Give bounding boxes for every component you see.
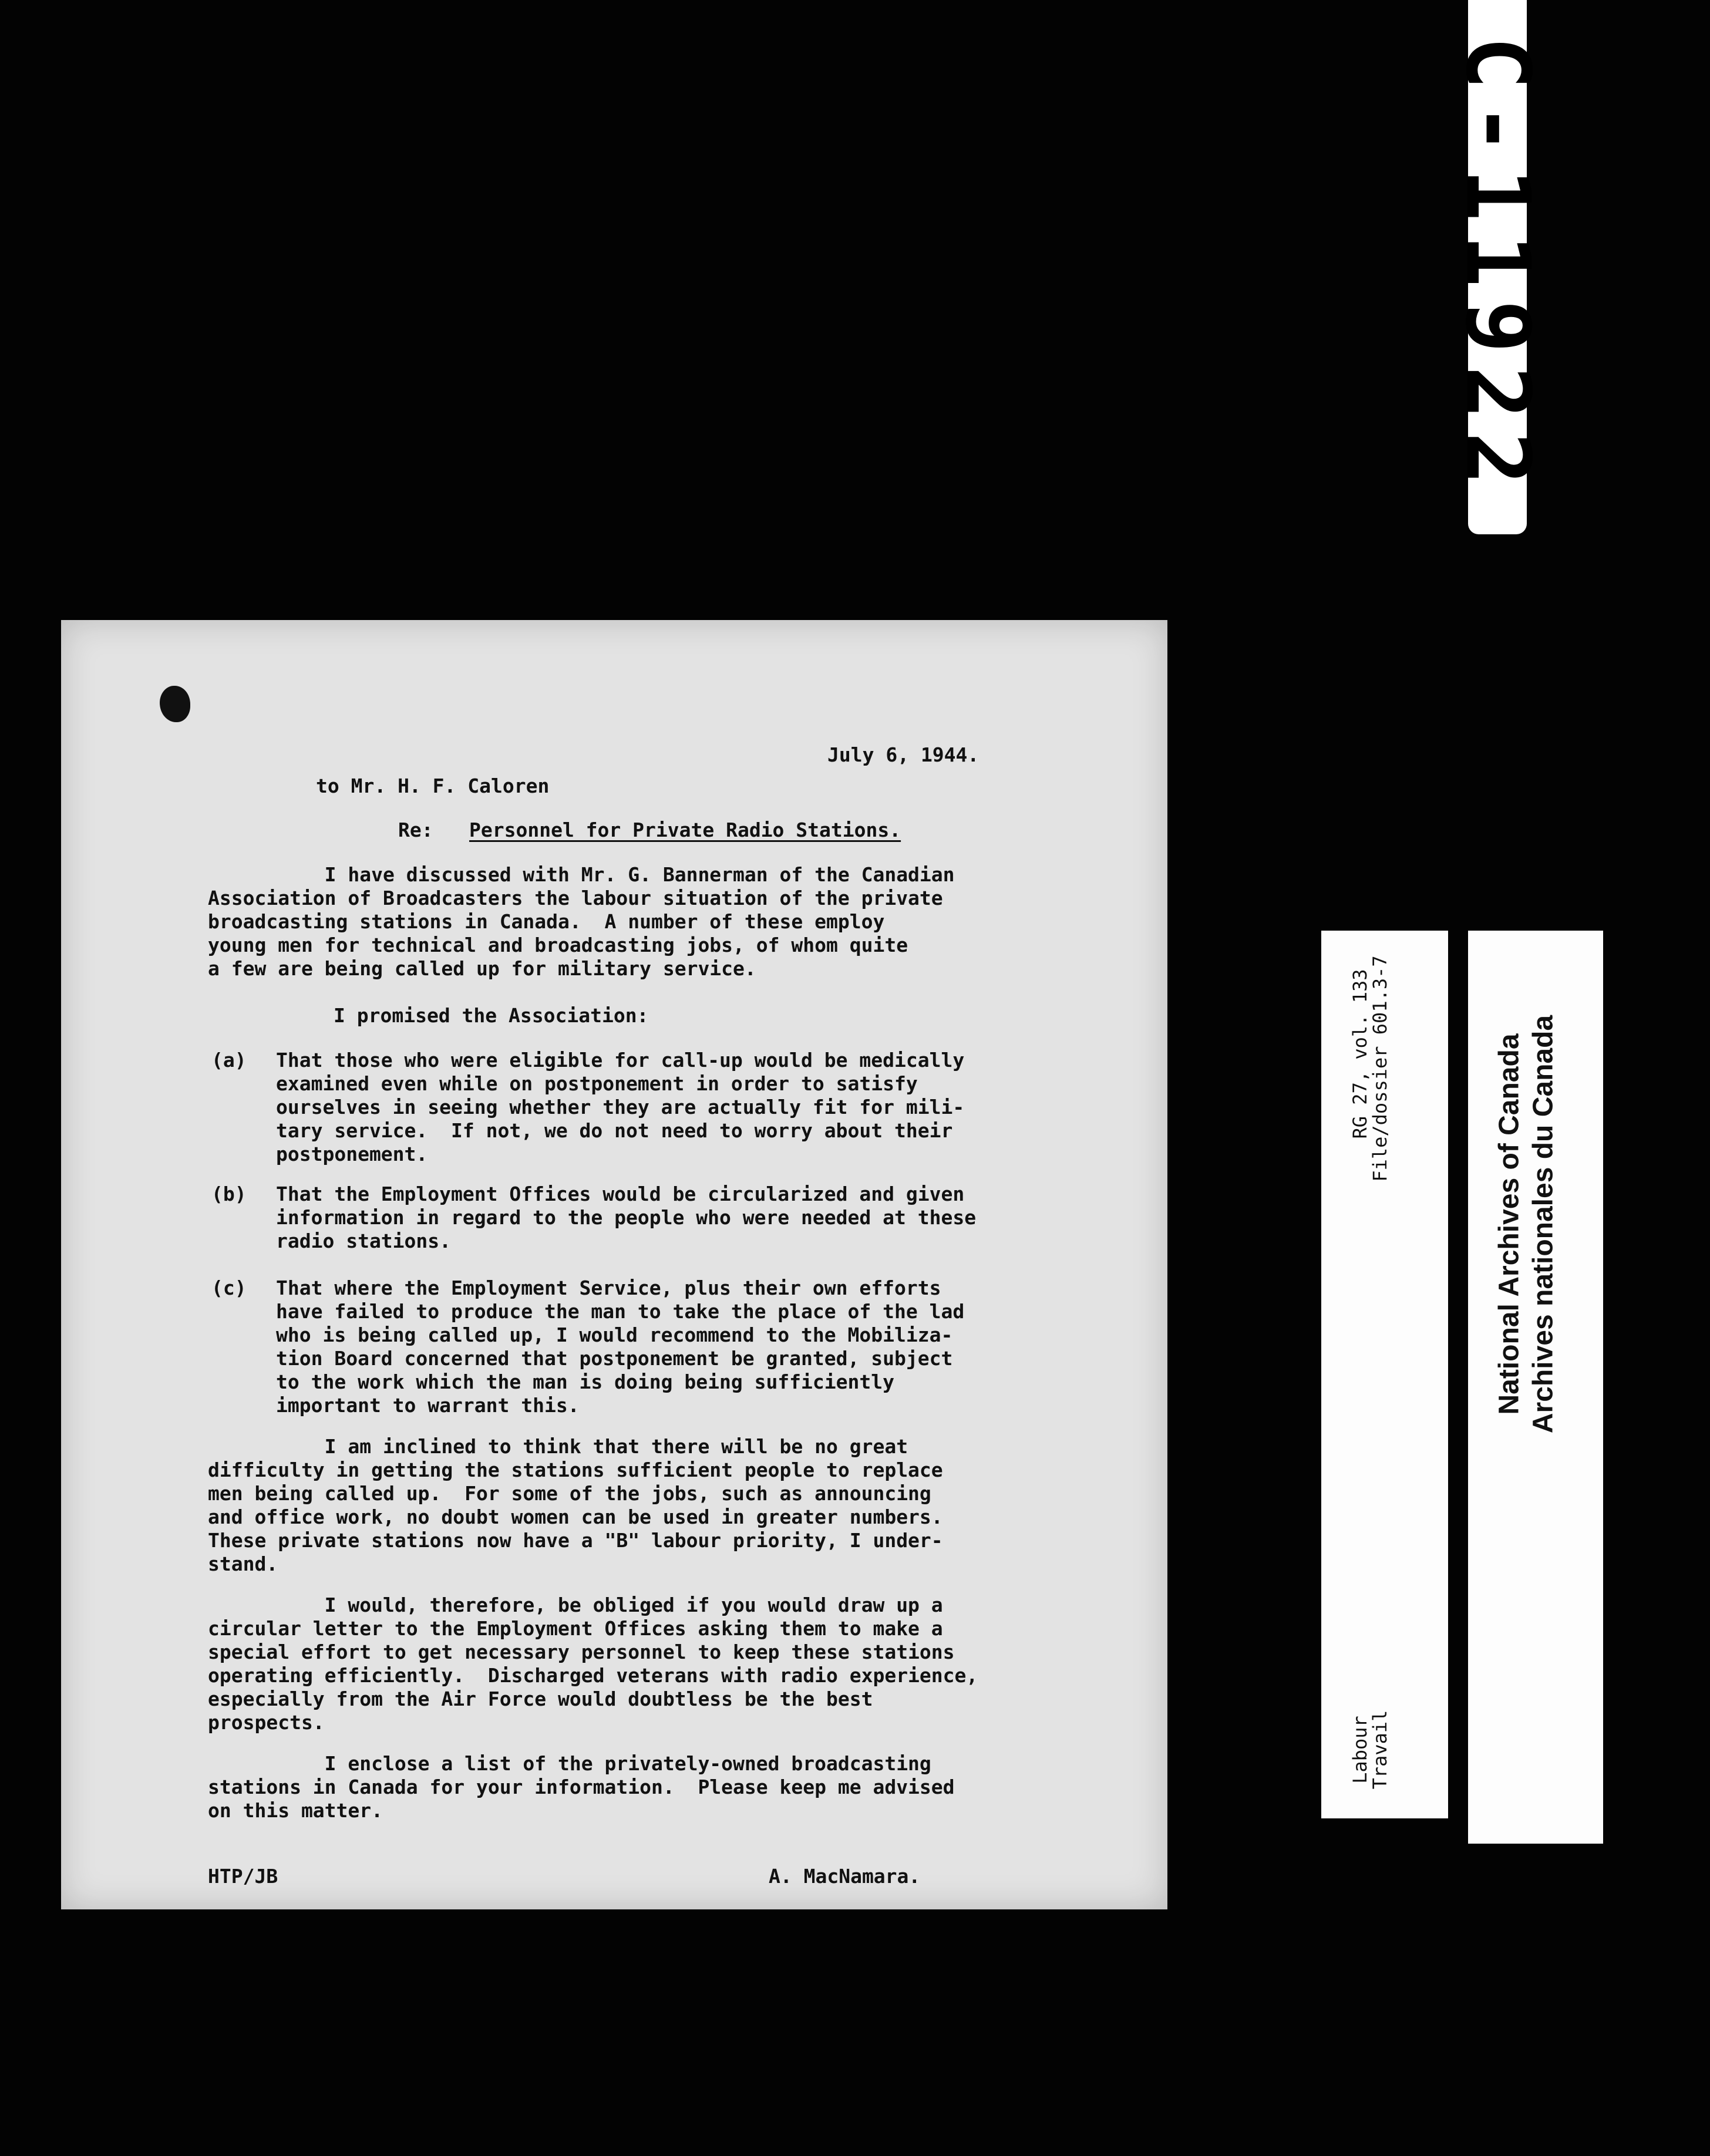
paragraph-intro: I have discussed with Mr. G. Bannerman of the Canadian Association of Broadcasters the labour situation of the private broadcasting stations in Canada. A number of these employ young men for technical and broadcasting jobs, of whom quite a few are being called up for military service.: [208, 863, 955, 980]
letter-recipient: to Mr. H. F. Caloren: [316, 774, 550, 797]
item-b-label: (b): [211, 1183, 247, 1205]
item-c-text: That where the Employment Service, plus their own efforts have failed to produce the man to take the place of the lad who is being called up, I would recommend to the Mobiliza- tion Board concerned that postponement be granted, subject to the work which the man is doing being sufficiently important to warrant this.: [276, 1276, 965, 1417]
paragraph-request: I would, therefore, be obliged if you would draw up a circular letter to the Employment Offices asking them to make a special effort to get necessary personnel to keep these stations operating efficiently. Discharged veterans with radio experience, especially from the Air Force would doubtless be the best prospects.: [208, 1594, 978, 1734]
department-french: Travail: [1369, 1710, 1391, 1790]
file-reference: File/dossier 601.3-7: [1369, 955, 1391, 1182]
ink-blot: [160, 686, 190, 722]
reference-label: [1321, 931, 1448, 1818]
re-label: Re:: [398, 818, 433, 841]
archives-label: [1468, 931, 1603, 1844]
signature-name: A. MacNamara.: [769, 1865, 921, 1888]
paragraph-enclosure: I enclose a list of the privately-owned broadcasting stations in Canada for your information. Please keep me advised on this matter.: [208, 1752, 955, 1822]
frame-counter-number: C-11922: [1446, 36, 1549, 498]
item-c-label: (c): [211, 1276, 247, 1299]
archives-name-english: National Archives of Canada: [1493, 1033, 1525, 1415]
frame-counter-strip: [1446, 0, 1549, 534]
letter-page: [61, 620, 1167, 1909]
department-english: Labour: [1349, 1716, 1371, 1784]
item-a-text: That those who were eligible for call-up would be medically examined even while on postponement in order to satisfy ourselves in seeing whether they are actually fit for mili- tary service. If not, we do not need to worry about their postponement.: [276, 1049, 965, 1165]
paragraph-promised: I promised the Association:: [334, 1004, 649, 1027]
typist-initials: HTP/JB: [208, 1865, 278, 1888]
letter-date: July 6, 1944.: [827, 743, 979, 766]
item-b-text: That the Employment Offices would be circularized and given information in regard to the people who were needed at these radio stations.: [276, 1183, 977, 1252]
item-a-label: (a): [211, 1049, 247, 1072]
paragraph-difficulty: I am inclined to think that there will be no great difficulty in getting the stations sufficient people to replace men being called up. For some of the jobs, such as announcing and office work, no doubt women can be used in greater numbers. These private stations now have a "B" labour priority, I under- stand.: [208, 1435, 943, 1575]
letter-subject: Personnel for Private Radio Stations.: [469, 818, 901, 841]
archives-name-french: Archives nationales du Canada: [1527, 1015, 1559, 1434]
record-group-reference: RG 27, vol. 133: [1349, 969, 1371, 1139]
